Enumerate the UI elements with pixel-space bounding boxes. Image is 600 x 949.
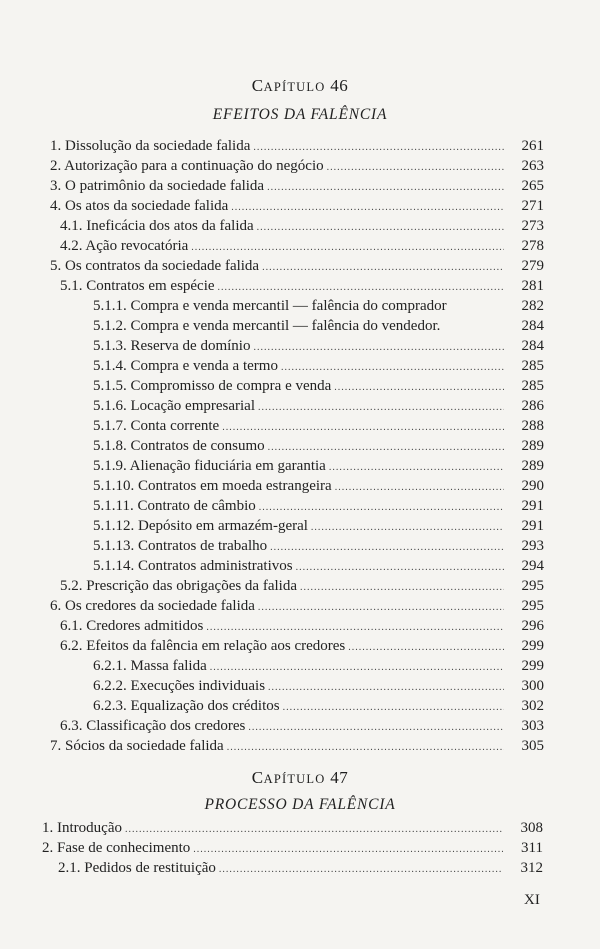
leader-dots xyxy=(227,738,504,758)
page-folio: XI xyxy=(524,892,540,908)
toc-entry-label: 3. O patrimônio da sociedade falida xyxy=(50,178,265,194)
leader-dots xyxy=(231,198,504,218)
chapter-47-number: 47 xyxy=(330,768,349,787)
toc-entry-page: 296 xyxy=(521,618,544,634)
toc-entry[interactable] xyxy=(50,256,544,276)
toc-entry[interactable] xyxy=(93,456,544,476)
toc-entry-page: 305 xyxy=(521,738,544,754)
toc-entry-label: 5.2. Prescrição das obrigações da falida xyxy=(60,578,297,594)
toc-entry-page: 291 xyxy=(521,498,544,514)
leader-dots xyxy=(296,558,504,578)
toc-entry-page: 293 xyxy=(521,538,544,554)
toc-entry-page: 288 xyxy=(521,418,544,434)
toc-entry-page: 311 xyxy=(521,840,543,856)
toc-entry-page: 299 xyxy=(521,638,544,654)
chapter-46-heading-word: APÍTULO xyxy=(263,80,326,94)
toc-entry-page: 303 xyxy=(521,718,544,734)
toc-entry-label: 1. Dissolução da sociedade falida xyxy=(50,138,251,154)
leader-dots xyxy=(267,178,504,198)
leader-dots xyxy=(257,218,504,238)
leader-dots xyxy=(210,658,504,678)
toc-entry-label: 5.1.7. Conta corrente xyxy=(93,418,220,434)
chapter-46-heading-cap: C xyxy=(251,76,264,95)
toc-entry[interactable] xyxy=(60,236,544,256)
toc-entry-page: 295 xyxy=(521,578,544,594)
toc-entry[interactable] xyxy=(58,858,543,878)
toc-entry-label: 5.1. Contratos em espécie xyxy=(60,278,215,294)
toc-entry-label: 6.2. Efeitos da falência em relação aos credores xyxy=(60,638,346,654)
toc-entry-page: 294 xyxy=(521,558,544,574)
toc-entry[interactable] xyxy=(50,596,544,616)
toc-entry-page: 265 xyxy=(521,178,544,194)
toc-entry-label: 6.1. Credores admitidos xyxy=(60,618,204,634)
toc-entry-label: 4.1. Ineficácia dos atos da falida xyxy=(60,218,254,234)
toc-entry[interactable] xyxy=(93,396,544,416)
toc-entry-label: 6. Os credores da sociedade falida xyxy=(50,598,255,614)
toc-entry-page: 273 xyxy=(521,218,544,234)
toc-entry-label: 2. Fase de conhecimento xyxy=(42,840,191,856)
leader-dots xyxy=(268,678,504,698)
chapter-47-title: PROCESSO DA FALÊNCIA xyxy=(204,796,396,813)
toc-entry-page: 289 xyxy=(521,458,544,474)
leader-dots xyxy=(270,538,504,558)
leader-dots xyxy=(248,718,504,738)
toc-entry[interactable] xyxy=(42,838,543,858)
leader-dots xyxy=(258,598,504,618)
toc-entry-label: 4.2. Ação revocatória xyxy=(60,238,189,254)
toc-entry[interactable] xyxy=(93,536,544,556)
toc-entry-label: 5.1.13. Contratos de trabalho xyxy=(93,538,268,554)
leader-dots xyxy=(268,438,504,458)
toc-entry[interactable] xyxy=(60,276,544,296)
toc-entry-page: 299 xyxy=(521,658,544,674)
toc-entry-label: 5.1.1. Compra e venda mercantil — falência do comprador xyxy=(93,298,447,314)
toc-entry-label: 5.1.6. Locação empresarial xyxy=(93,398,256,414)
leader-dots xyxy=(262,258,504,278)
toc-entry[interactable] xyxy=(93,316,544,336)
toc-entry-label: 5.1.8. Contratos de consumo xyxy=(93,438,265,454)
toc-entry[interactable] xyxy=(93,436,544,456)
toc-entry-label: 5.1.11. Contrato de câmbio xyxy=(93,498,256,514)
leader-dots xyxy=(253,138,504,158)
toc-entry-label: 2.1. Pedidos de restituição xyxy=(58,860,216,876)
leader-dots xyxy=(253,338,504,358)
toc-entry[interactable] xyxy=(50,176,544,196)
toc-entry-label: 5.1.4. Compra e venda a termo xyxy=(93,358,278,374)
leader-dots xyxy=(259,498,504,518)
toc-entry[interactable] xyxy=(50,736,544,756)
toc-entry-label: 7. Sócios da sociedade falida xyxy=(50,738,224,754)
toc-entry[interactable] xyxy=(60,616,544,636)
leader-dots xyxy=(222,418,504,438)
leader-dots xyxy=(191,238,504,258)
toc-entry-page: 278 xyxy=(521,238,544,254)
leader-dots xyxy=(281,358,504,378)
leader-dots xyxy=(125,820,503,840)
chapter-46-number: 46 xyxy=(330,76,349,95)
toc-entry[interactable] xyxy=(50,156,544,176)
chapter-46-heading xyxy=(0,76,600,96)
toc-entry-label: 6.2.1. Massa falida xyxy=(93,658,207,674)
leader-dots xyxy=(300,578,504,598)
toc-entry-page: 302 xyxy=(521,698,544,714)
toc-entry-page: 312 xyxy=(520,860,543,876)
toc-entry-label: 5. Os contratos da sociedade falida xyxy=(50,258,260,274)
chapter-47-heading-cap: C xyxy=(251,768,264,787)
toc-entry-page: 289 xyxy=(521,438,544,454)
leader-dots xyxy=(329,458,504,478)
toc-entry-label: 5.1.12. Depósito em armazém-geral xyxy=(93,518,308,534)
toc-entry-label: 5.1.3. Reserva de domínio xyxy=(93,338,251,354)
toc-entry-page: 291 xyxy=(521,518,544,534)
toc-entry[interactable] xyxy=(93,496,544,516)
toc-entry-page: 284 xyxy=(521,338,544,354)
toc-entry-page: 284 xyxy=(521,318,544,334)
chapter-46-title: EFEITOS DA FALÊNCIA xyxy=(212,106,388,123)
leader-dots xyxy=(335,478,504,498)
toc-entry-page: 285 xyxy=(521,358,544,374)
toc-entry-label: 5.1.5. Compromisso de compra e venda xyxy=(93,378,332,394)
toc-entry-page: 286 xyxy=(521,398,544,414)
toc-entry[interactable] xyxy=(50,136,544,156)
leader-dots xyxy=(193,840,503,860)
toc-entry[interactable] xyxy=(93,516,544,536)
toc-entry[interactable] xyxy=(93,556,544,576)
toc-entry-label: 4. Os atos da sociedade falida xyxy=(50,198,229,214)
toc-entry[interactable] xyxy=(93,336,544,356)
toc-entry-label: 5.1.9. Alienação fiduciária em garantia xyxy=(93,458,326,474)
toc-entry-label: 5.1.10. Contratos em moeda estrangeira xyxy=(93,478,332,494)
toc-entry-page: 285 xyxy=(521,378,544,394)
toc-entry-page: 271 xyxy=(521,198,544,214)
toc-entry[interactable] xyxy=(60,636,544,656)
leader-dots xyxy=(327,158,504,178)
toc-entry-label: 2. Autorização para a continuação do negócio xyxy=(50,158,324,174)
toc-entry-label: 5.1.2. Compra e venda mercantil — falência do vendedor. xyxy=(93,318,441,334)
toc-entry-page: 308 xyxy=(520,820,543,836)
leader-dots xyxy=(219,860,503,880)
leader-dots xyxy=(311,518,504,538)
toc-entry-page: 261 xyxy=(521,138,544,154)
toc-entry[interactable] xyxy=(93,696,544,716)
toc-entry-page: 300 xyxy=(521,678,544,694)
toc-entry[interactable] xyxy=(60,576,544,596)
toc-entry-page: 295 xyxy=(521,598,544,614)
leader-dots xyxy=(334,378,504,398)
leader-dots xyxy=(348,638,504,658)
toc-entry[interactable] xyxy=(60,216,544,236)
toc-entry[interactable] xyxy=(93,656,544,676)
toc-entry[interactable] xyxy=(93,416,544,436)
toc-entry-label: 6.3. Classificação dos credores xyxy=(60,718,246,734)
toc-entry[interactable] xyxy=(93,296,544,316)
toc-entry-label: 6.2.2. Execuções individuais xyxy=(93,678,266,694)
toc-entry-label: 5.1.14. Contratos administrativos xyxy=(93,558,293,574)
toc-entry[interactable] xyxy=(93,476,544,496)
leader-dots xyxy=(206,618,504,638)
toc-entry[interactable] xyxy=(42,818,543,838)
toc-entry-page: 282 xyxy=(521,298,544,314)
toc-entry-page: 281 xyxy=(521,278,544,294)
toc-entry-page: 279 xyxy=(521,258,544,274)
toc-entry-page: 263 xyxy=(521,158,544,174)
toc-entry-page: 290 xyxy=(521,478,544,494)
leader-dots xyxy=(218,278,504,298)
toc-entry[interactable] xyxy=(60,716,544,736)
toc-entry[interactable] xyxy=(93,356,544,376)
chapter-47-heading xyxy=(0,768,600,788)
toc-entry-label: 6.2.3. Equalização dos créditos xyxy=(93,698,280,714)
toc-entry-label: 1. Introdução xyxy=(42,820,122,836)
toc-entry[interactable] xyxy=(93,376,544,396)
leader-dots xyxy=(258,398,504,418)
chapter-47-heading-word: APÍTULO xyxy=(263,772,326,786)
toc-entry[interactable] xyxy=(93,676,544,696)
leader-dots xyxy=(283,698,504,718)
toc-entry[interactable] xyxy=(50,196,544,216)
